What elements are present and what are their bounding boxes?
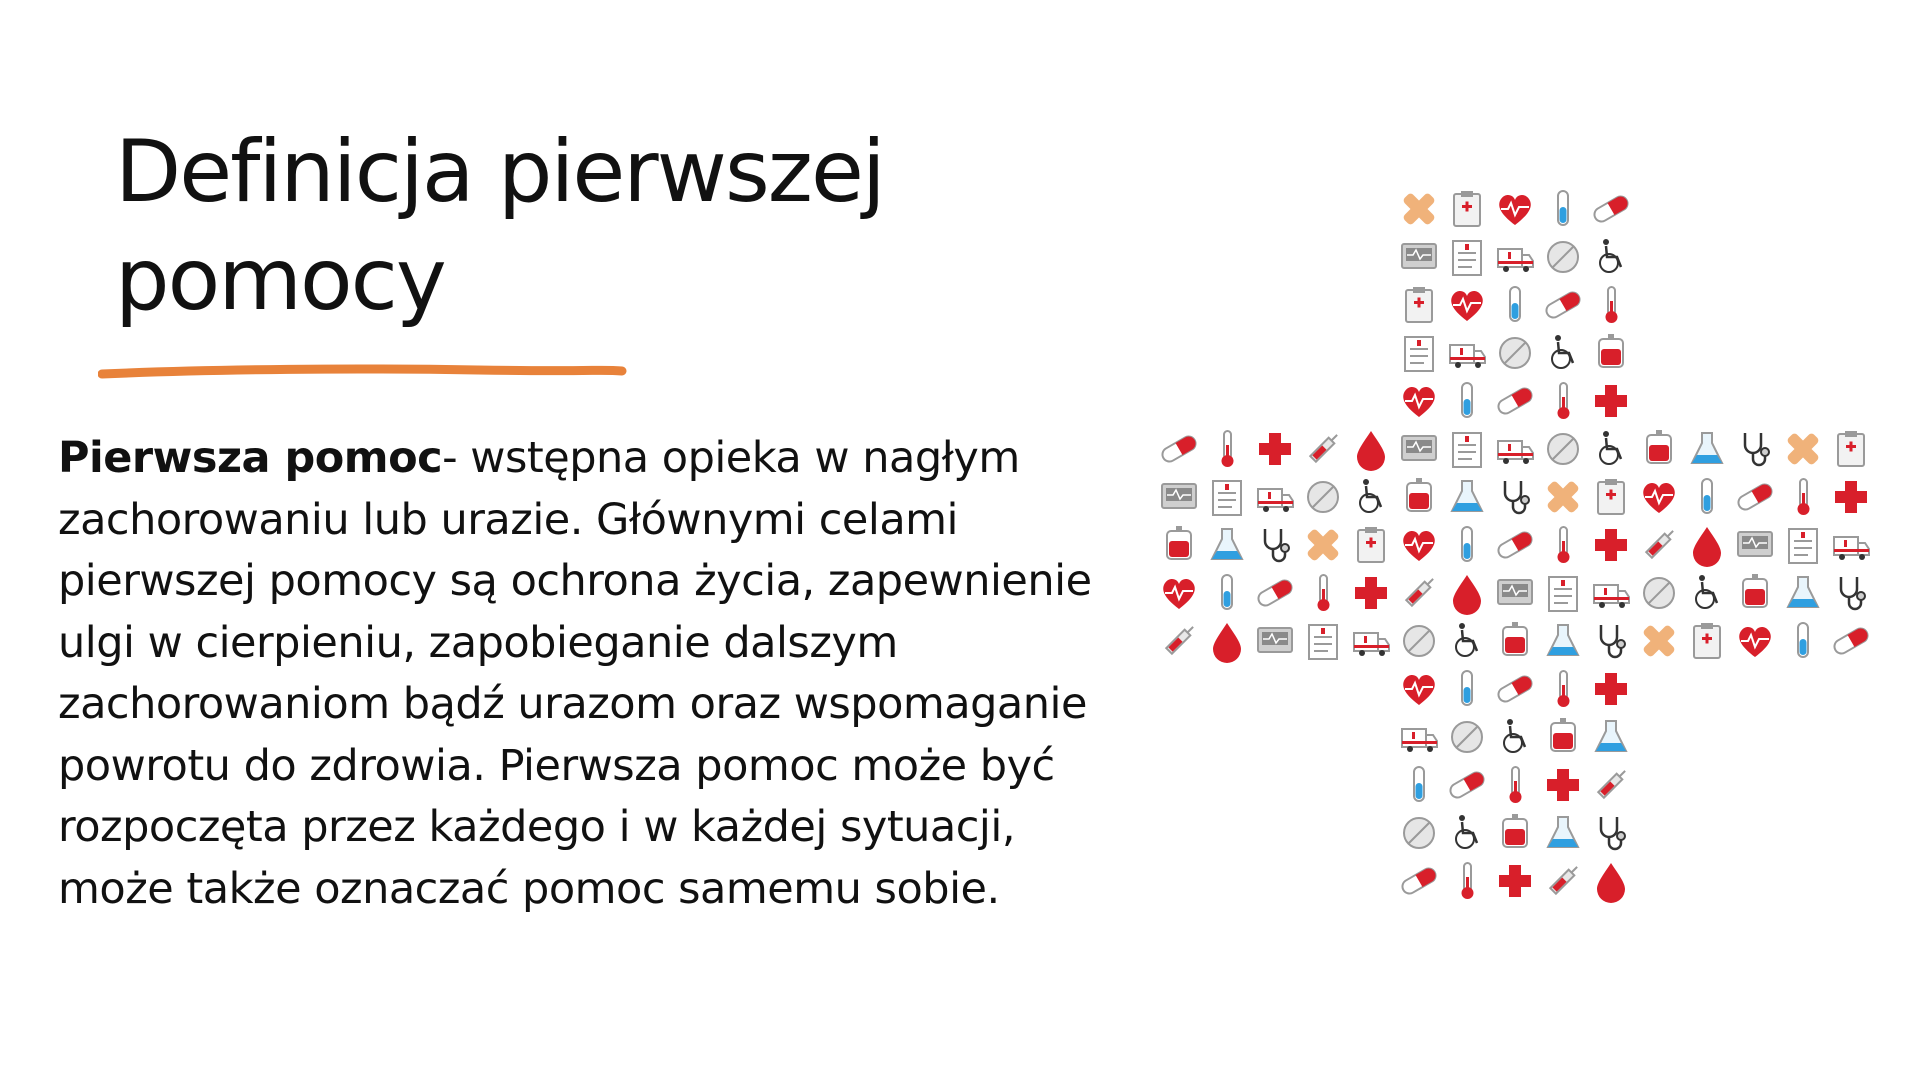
tablet-icon [1500, 338, 1530, 368]
pill-icon [1448, 770, 1486, 800]
flask-icon [1548, 817, 1578, 847]
ambulance-icon [1834, 537, 1869, 560]
bandage-icon [1402, 192, 1436, 226]
heart-icon [1163, 579, 1195, 609]
flask-icon [1452, 481, 1482, 511]
wheelchair-icon [1504, 719, 1525, 752]
tablet-icon [1404, 626, 1434, 656]
blood-drop-icon [1453, 575, 1481, 615]
ambulance-icon [1402, 729, 1437, 752]
flask-icon [1212, 529, 1242, 559]
definition-paragraph [58, 428, 1118, 920]
test-tube-icon [1702, 479, 1712, 513]
blood-drop-icon [1693, 527, 1721, 567]
monitor-icon [1402, 436, 1436, 460]
flask-icon [1788, 577, 1818, 607]
wheelchair-icon [1360, 479, 1381, 512]
thermometer-icon [1558, 527, 1570, 563]
syringe-icon [1310, 435, 1337, 462]
blood-bag-icon [1503, 814, 1527, 847]
thermometer-icon [1510, 767, 1522, 803]
pill-icon [1544, 290, 1582, 320]
pill-icon [1160, 434, 1198, 464]
red-cross-icon [1547, 769, 1579, 801]
chart-icon [1405, 337, 1433, 371]
pill-icon [1496, 386, 1534, 416]
blood-bag-icon [1647, 430, 1671, 463]
stethoscope-icon [1265, 529, 1289, 561]
clipboard-icon [1454, 191, 1480, 226]
wheelchair-icon [1696, 575, 1717, 608]
red-cross-icon [1595, 529, 1627, 561]
wheelchair-icon [1600, 431, 1621, 464]
blood-bag-icon [1407, 478, 1431, 511]
heart-icon [1451, 291, 1483, 321]
red-cross-icon [1595, 673, 1627, 705]
monitor-icon [1258, 628, 1292, 652]
wheelchair-icon [1456, 815, 1477, 848]
monitor-icon [1498, 580, 1532, 604]
thermometer-icon [1606, 287, 1618, 323]
blood-drop-icon [1357, 431, 1385, 471]
stethoscope-icon [1745, 433, 1769, 465]
ambulance-icon [1354, 633, 1389, 656]
clipboard-icon [1694, 623, 1720, 658]
blood-bag-icon [1599, 334, 1623, 367]
tablet-icon [1308, 482, 1338, 512]
tablet-icon [1452, 722, 1482, 752]
heart-icon [1403, 531, 1435, 561]
clipboard-icon [1598, 479, 1624, 514]
tablet-icon [1548, 434, 1578, 464]
ambulance-icon [1498, 249, 1533, 272]
test-tube-icon [1558, 191, 1568, 225]
syringe-icon [1166, 627, 1193, 654]
red-cross-icon [1595, 385, 1627, 417]
red-cross-icon [1259, 433, 1291, 465]
blood-bag-icon [1743, 574, 1767, 607]
heart-icon [1739, 627, 1771, 657]
clipboard-icon [1838, 431, 1864, 466]
blood-bag-icon [1503, 622, 1527, 655]
thermometer-icon [1462, 863, 1474, 899]
ambulance-icon [1498, 441, 1533, 464]
chart-icon [1213, 481, 1241, 515]
bandage-icon [1546, 480, 1580, 514]
syringe-icon [1598, 771, 1625, 798]
title-underline [98, 362, 628, 382]
tablet-icon [1548, 242, 1578, 272]
test-tube-icon [1510, 287, 1520, 321]
stethoscope-icon [1841, 577, 1865, 609]
chart-icon [1789, 529, 1817, 563]
flask-icon [1596, 721, 1626, 751]
test-tube-icon [1462, 671, 1472, 705]
syringe-icon [1406, 579, 1433, 606]
tablet-icon [1644, 578, 1674, 608]
thermometer-icon [1558, 671, 1570, 707]
stethoscope-icon [1505, 481, 1529, 513]
title-line-2: pomocy [115, 230, 445, 330]
ambulance-icon [1594, 585, 1629, 608]
heart-icon [1499, 195, 1531, 225]
clipboard-icon [1358, 527, 1384, 562]
thermometer-icon [1222, 431, 1234, 467]
definition-text: - wstępna opieka w nagłym zachorowaniu lub urazie. Głównymi celami pierwszej pomocy są ochrona życia, zapewnienie ulgi w cierpieniu, zapobieganie dalszym zachorowaniom bądź urazom oraz wspomaganie powrotu do zdrowia. Pierwsza pomoc może być rozpoczęta przez każdego i w każdej sytuacji, może także oznaczać pomoc samemu sobie. [58, 433, 1092, 914]
bandage-icon [1786, 432, 1820, 466]
flask-icon [1692, 433, 1722, 463]
test-tube-icon [1462, 383, 1472, 417]
pill-icon [1496, 674, 1534, 704]
syringe-icon [1550, 867, 1577, 894]
thermometer-icon [1318, 575, 1330, 611]
red-cross-icon [1835, 481, 1867, 513]
tablet-icon [1404, 818, 1434, 848]
chart-icon [1453, 433, 1481, 467]
syringe-icon [1646, 531, 1673, 558]
medical-cross-icon [1155, 185, 1875, 915]
slide-title [115, 118, 1015, 334]
test-tube-icon [1462, 527, 1472, 561]
pill-icon [1400, 866, 1438, 896]
pill-icon [1832, 626, 1870, 656]
blood-drop-icon [1213, 623, 1241, 663]
heart-icon [1643, 483, 1675, 513]
monitor-icon [1738, 532, 1772, 556]
thermometer-icon [1558, 383, 1570, 419]
blood-bag-icon [1167, 526, 1191, 559]
definition-term: Pierwsza pomoc [58, 433, 443, 483]
heart-icon [1403, 675, 1435, 705]
heart-icon [1403, 387, 1435, 417]
test-tube-icon [1414, 767, 1424, 801]
blood-drop-icon [1597, 863, 1625, 903]
pill-icon [1496, 530, 1534, 560]
monitor-icon [1402, 244, 1436, 268]
red-cross-icon [1355, 577, 1387, 609]
stethoscope-icon [1601, 625, 1625, 657]
ambulance-icon [1258, 489, 1293, 512]
red-cross-icon [1499, 865, 1531, 897]
wheelchair-icon [1600, 239, 1621, 272]
test-tube-icon [1222, 575, 1232, 609]
pill-icon [1592, 194, 1630, 224]
stethoscope-icon [1601, 817, 1625, 849]
pill-icon [1256, 578, 1294, 608]
bandage-icon [1642, 624, 1676, 658]
wheelchair-icon [1552, 335, 1573, 368]
chart-icon [1453, 241, 1481, 275]
flask-icon [1548, 625, 1578, 655]
chart-icon [1549, 577, 1577, 611]
title-line-1: Definicja pierwszej [115, 122, 884, 222]
test-tube-icon [1798, 623, 1808, 657]
chart-icon [1309, 625, 1337, 659]
blood-bag-icon [1551, 718, 1575, 751]
pill-icon [1736, 482, 1774, 512]
thermometer-icon [1798, 479, 1810, 515]
monitor-icon [1162, 484, 1196, 508]
bandage-icon [1306, 528, 1340, 562]
ambulance-icon [1450, 345, 1485, 368]
clipboard-icon [1406, 287, 1432, 322]
wheelchair-icon [1456, 623, 1477, 656]
